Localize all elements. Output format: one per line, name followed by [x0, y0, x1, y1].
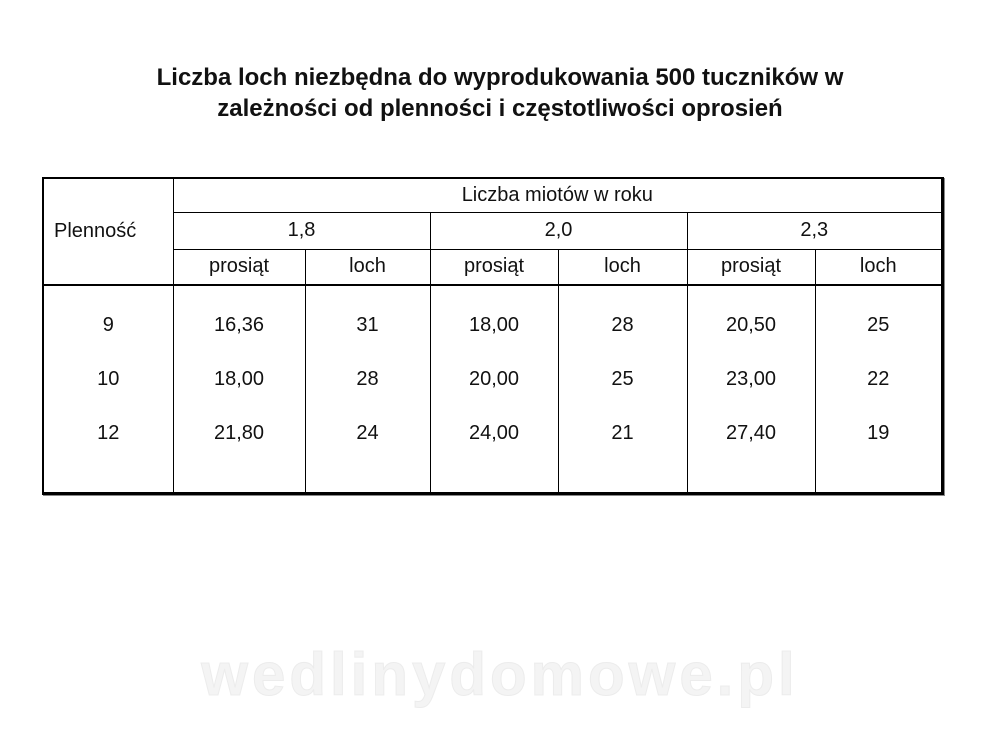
frequency-header: 2,0 — [430, 212, 687, 249]
table-cell: 31 — [356, 314, 379, 336]
table-cell: 16,36 — [213, 314, 265, 336]
table-cell: 21 — [611, 422, 634, 444]
table-cell: 21,80 — [213, 422, 265, 444]
data-table — [44, 179, 941, 492]
column-2-0-prosiat — [430, 285, 558, 492]
table-cell: 27,40 — [725, 422, 777, 444]
table-cell: 25 — [867, 314, 890, 336]
table-cell: 19 — [867, 422, 890, 444]
column-1-8-prosiat — [173, 285, 305, 492]
subheader-prosiat: prosiąt — [173, 249, 305, 285]
table-cell: 18,00 — [213, 368, 265, 390]
watermark: wedlinydomowe.pl — [201, 641, 799, 708]
table-cell: 12 — [97, 422, 120, 444]
table-cell: 10 — [97, 368, 120, 390]
table-cell: 20,00 — [468, 368, 520, 390]
table-body-row — [44, 285, 941, 492]
table-cell: 28 — [611, 314, 634, 336]
column-1-8-loch — [305, 285, 430, 492]
frequency-header: 1,8 — [173, 212, 430, 249]
column-2-0-loch — [558, 285, 687, 492]
table-cell: 24,00 — [468, 422, 520, 444]
table-cell: 23,00 — [725, 368, 777, 390]
table-cell: 25 — [611, 368, 634, 390]
subheader-prosiat: prosiąt — [430, 249, 558, 285]
group-header: Liczba miotów w roku — [173, 179, 941, 212]
subheader-loch: loch — [815, 249, 941, 285]
page-title — [0, 62, 1000, 124]
subheader-loch: loch — [305, 249, 430, 285]
title-line-1: Liczba loch niezbędna do wyprodukowania 500 tuczników w — [156, 64, 844, 91]
subheader-loch: loch — [558, 249, 687, 285]
table-cell: 18,00 — [468, 314, 520, 336]
title-line-2: zależności od plenności i częstotliwości oprosień — [217, 95, 783, 122]
data-table-frame — [42, 177, 944, 495]
table-cell: 28 — [356, 368, 379, 390]
frequency-header: 2,3 — [687, 212, 941, 249]
table-cell: 20,50 — [725, 314, 777, 336]
column-2-3-loch — [815, 285, 941, 492]
subheader-prosiat: prosiąt — [687, 249, 815, 285]
table-cell: 22 — [867, 368, 890, 390]
row-header-plennosc: Plenność — [44, 179, 173, 285]
column-2-3-prosiat — [687, 285, 815, 492]
table-cell: 9 — [102, 314, 114, 336]
table-cell: 24 — [356, 422, 379, 444]
column-plennosc — [44, 285, 173, 492]
